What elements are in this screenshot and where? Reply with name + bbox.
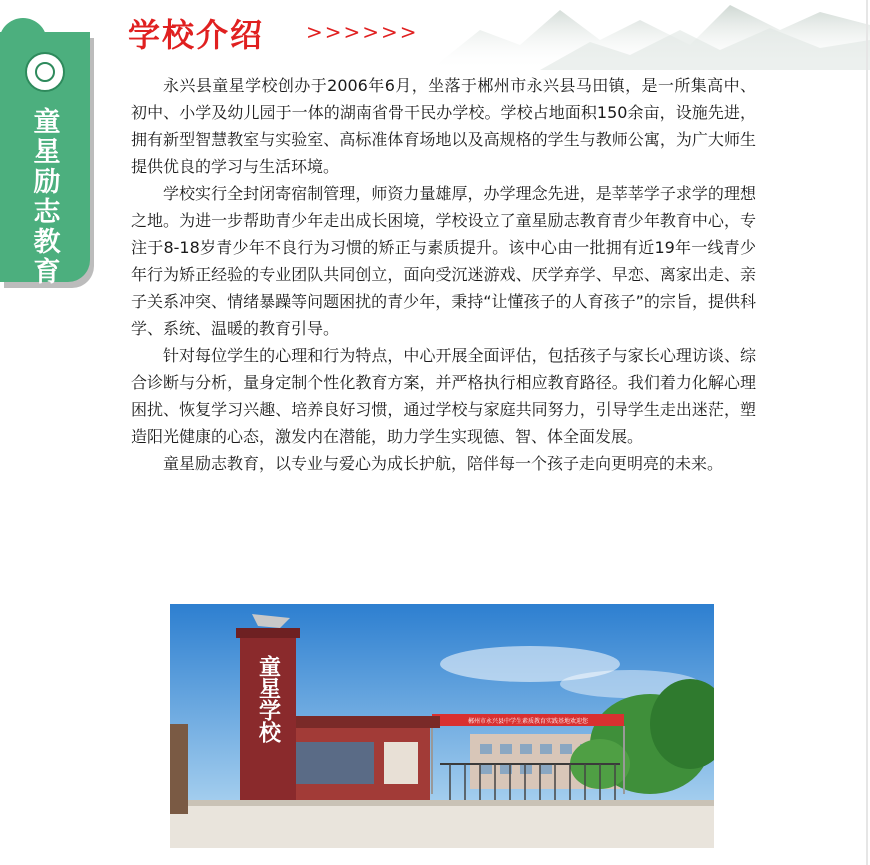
page-edge xyxy=(866,0,868,865)
title-arrows: >>>>>> xyxy=(306,20,419,44)
sidebar-title: 童星励志教育 xyxy=(33,107,61,288)
school-emblem-icon xyxy=(25,52,65,92)
sidebar-tab xyxy=(0,32,90,288)
page-title: 学校介绍 xyxy=(128,16,265,54)
banner-text: 郴州市永兴县中学生素质教育实践基地欢迎您 xyxy=(467,718,589,725)
school-gate-photo xyxy=(170,604,714,848)
paragraph: 永兴县童星学校创办于2006年6月，坐落于郴州市永兴县马田镇，是一所集高中、初中、小学及幼儿园于一体的湖南省骨干民办学校。学校占地面积150余亩，设施先进，拥有新型智慧教室与实验室、高标准体育场地以及高规格的学生与教师公寓，为广大师生提供优良的学习与生活环境。 xyxy=(131,76,756,176)
tower-text: 童星学校 xyxy=(255,655,281,743)
paragraph: 针对每位学生的心理和行为特点，中心开展全面评估，包括孩子与家长心理访谈、综合诊断与分析，量身定制个性化教育方案，并严格执行相应教育路径。我们着力化解心理困扰、恢复学习兴趣、培养良好习惯，通过学校与家庭共同努力，引导学生走出迷茫，塑造阳光健康的心态，激发内在潜能，助力学生实现德、智、体全面发展。 xyxy=(131,346,756,446)
paragraph: 童星励志教育，以专业与爱心为成长护航，陪伴每一个孩子走向更明亮的未来。 xyxy=(163,454,724,473)
body-text xyxy=(131,72,756,477)
paragraph: 学校实行全封闭寄宿制管理，师资力量雄厚，办学理念先进，是莘莘学子求学的理想之地。为进一步帮助青少年走出成长困境，学校设立了童星励志教育青少年教育中心，专注于8-18岁青少年不良行为习惯的矫正与素质提升。该中心由一批拥有近19年一线青少年行为矫正经验的专业团队共同创立，面向受沉迷游戏、厌学弃学、早恋、离家出走、亲子关系冲突、情绪暴躁等问题困扰的青少年，秉持“让懂孩子的人育孩子”的宗旨，提供科学、系统、温暖的教育引导。 xyxy=(131,184,756,338)
